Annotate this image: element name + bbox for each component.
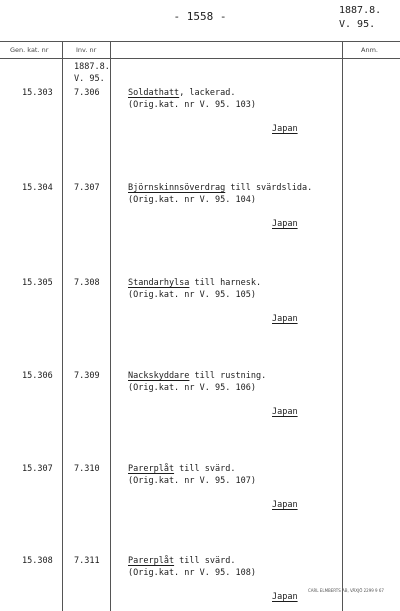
entry-object-name: Standarhylsa [128, 278, 190, 288]
entry-origin: Japan [272, 592, 298, 602]
entry-gen-kat-number: 15.308 [22, 556, 53, 566]
header-bottom-rule [0, 58, 400, 59]
entry-object-detail: till harnesk. [189, 278, 262, 288]
column-divider [342, 41, 343, 611]
entry-origin: Japan [272, 124, 298, 134]
entry-inv-number: 7.310 [74, 464, 100, 474]
entry-object-name: Björnskinnsöverdrag [128, 183, 226, 193]
entry-origin: Japan [272, 314, 298, 324]
entry-orig-reference: (Orig.kat. nr V. 95. 104) [128, 195, 256, 205]
entry-description [128, 278, 261, 288]
entry-gen-kat-number: 15.305 [22, 278, 53, 288]
entry-inv-number: 7.306 [74, 88, 100, 98]
entry-inv-number: 7.311 [74, 556, 100, 566]
entry-object-detail: till svärd. [174, 556, 236, 566]
entry-description [128, 371, 266, 381]
entry-gen-kat-number: 15.304 [22, 183, 53, 193]
entry-orig-reference: (Orig.kat. nr V. 95. 105) [128, 290, 256, 300]
entry-orig-reference: (Orig.kat. nr V. 95. 106) [128, 383, 256, 393]
entry-orig-reference: (Orig.kat. nr V. 95. 108) [128, 568, 256, 578]
corner-reference-line: 1887.8. [339, 5, 382, 16]
entry-gen-kat-number: 15.306 [22, 371, 53, 381]
entry-object-detail: till svärdslida. [225, 183, 313, 193]
entry-description [128, 464, 235, 474]
entry-object-name: Soldathatt [128, 88, 180, 98]
inv-header-note: 1887.8. [74, 62, 110, 72]
header-top-rule [0, 41, 400, 42]
entry-origin: Japan [272, 407, 298, 417]
corner-reference [339, 4, 381, 32]
entry-description [128, 556, 235, 566]
entry-object-detail: , lackerad. [179, 88, 236, 98]
entry-gen-kat-number: 15.303 [22, 88, 53, 98]
entry-description [128, 183, 312, 193]
inv-header-note: V. 95. [74, 74, 105, 84]
entry-object-name: Parerplåt [128, 464, 175, 474]
column-header-inv: Inv. nr [76, 46, 97, 54]
entry-inv-number: 7.307 [74, 183, 100, 193]
entry-origin: Japan [272, 219, 298, 229]
page-number: - 1558 - [173, 10, 227, 23]
entry-origin: Japan [272, 500, 298, 510]
entry-object-detail: till rustning. [189, 371, 267, 381]
corner-reference-line: V. 95. [339, 19, 376, 30]
column-divider [110, 41, 111, 611]
entry-inv-number: 7.309 [74, 371, 100, 381]
entry-gen-kat-number: 15.307 [22, 464, 53, 474]
column-divider [62, 41, 63, 611]
entry-description [128, 88, 235, 98]
entry-inv-number: 7.308 [74, 278, 100, 288]
entry-object-detail: till svärd. [174, 464, 236, 474]
column-header-gen-kat: Gen. kat. nr [10, 46, 49, 54]
entry-object-name: Nackskyddare [128, 371, 190, 381]
entry-orig-reference: (Orig.kat. nr V. 95. 107) [128, 476, 256, 486]
entry-orig-reference: (Orig.kat. nr V. 95. 103) [128, 100, 256, 110]
column-header-anm: Anm. [361, 46, 378, 54]
entry-object-name: Parerplåt [128, 556, 175, 566]
printer-mark: CARL ELMBERTS AB, VÄXJÖ 2299 9 67 [308, 588, 384, 593]
